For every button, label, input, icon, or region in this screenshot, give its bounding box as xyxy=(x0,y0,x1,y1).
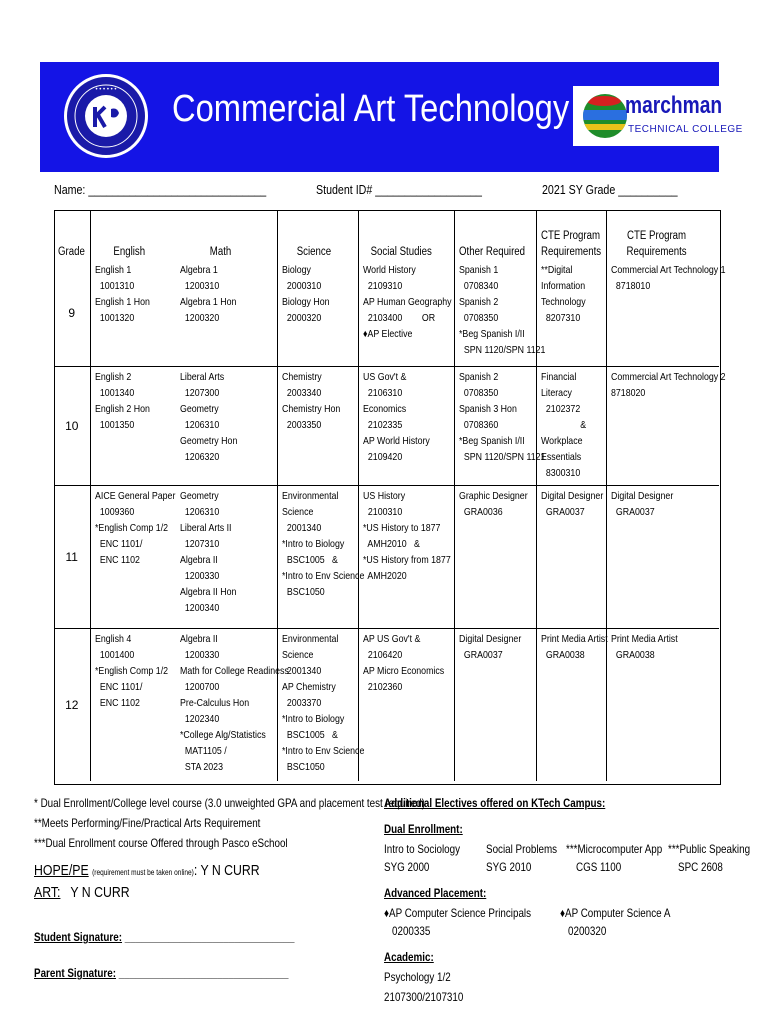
grade-cell xyxy=(54,367,90,486)
social-studies-cell xyxy=(358,367,454,486)
course-line: BSC1005 & xyxy=(281,554,338,566)
dual-course-name: Social Problems xyxy=(486,842,558,856)
hope-pe-label: HOPE/PE xyxy=(34,862,89,879)
math-cell xyxy=(176,486,277,629)
science-cell xyxy=(277,367,358,486)
grade-cell xyxy=(54,629,90,782)
course-line: 1200330 xyxy=(180,649,220,661)
course-line: Information xyxy=(540,280,585,292)
grade-label: 9 xyxy=(68,306,76,320)
academic-title: Academic: xyxy=(384,950,434,964)
electives-title: Additional Electives offered on KTech Campus: xyxy=(384,796,606,810)
course-line: English 2 Hon xyxy=(94,403,150,415)
ap-course-name: ♦AP Computer Science Principals xyxy=(384,906,532,920)
course-line: AP Chemistry xyxy=(281,681,336,693)
course-line: Algebra II Hon xyxy=(180,586,237,598)
hope-pe-row xyxy=(34,862,260,879)
course-line: Science xyxy=(281,506,313,518)
course-line: 1001340 xyxy=(94,387,134,399)
course-line: ENC 1102 xyxy=(94,554,140,566)
course-line: Print Media Artist xyxy=(540,633,608,645)
course-line: GRA0036 xyxy=(458,506,503,518)
sy-grade-blank: __________ xyxy=(618,182,678,197)
course-line: Commercial Art Technology 1 xyxy=(610,264,726,276)
course-line: 0708350 xyxy=(458,312,498,324)
course-line: Chemistry Hon xyxy=(281,403,340,415)
logo-subtitle: TECHNICAL COLLEGE xyxy=(628,124,743,135)
seal-graphic xyxy=(67,77,145,155)
course-line: 2000310 xyxy=(281,280,321,292)
table-header-row xyxy=(54,210,719,260)
course-line: Pre-Calculus Hon xyxy=(180,697,250,709)
course-line: MAT1105 / xyxy=(180,745,227,757)
science-cell xyxy=(277,629,364,782)
english-cell xyxy=(90,260,176,367)
academic-item-code: 2107300/2107310 xyxy=(384,990,464,1004)
course-line: Workplace xyxy=(540,435,583,447)
math-cell xyxy=(176,629,289,782)
english-cell xyxy=(90,629,176,782)
course-line: ENC 1101/ xyxy=(94,681,142,693)
course-line: 1207310 xyxy=(180,538,220,550)
course-line: English 1 Hon xyxy=(94,296,150,308)
name-label: Name: xyxy=(54,182,86,197)
course-line: AMH2010 & xyxy=(362,538,420,550)
course-line: Commercial Art Technology 2 xyxy=(610,371,726,383)
course-line: Print Media Artist xyxy=(610,633,678,645)
course-line: US History xyxy=(362,490,405,502)
course-line: ENC 1102 xyxy=(94,697,140,709)
course-line: 8718020 xyxy=(610,387,645,399)
grade-label: 12 xyxy=(65,698,79,712)
course-line: 2001340 xyxy=(281,522,321,534)
course-line: 1001320 xyxy=(94,312,134,324)
table-row xyxy=(54,367,719,486)
course-line: 1200310 xyxy=(180,280,220,292)
course-line: 1207300 xyxy=(180,387,220,399)
english-cell xyxy=(90,367,176,486)
course-line: *US History from 1877 xyxy=(362,554,451,566)
course-line: 2102372 xyxy=(540,403,580,415)
logo-name: marchman xyxy=(625,92,723,119)
course-line: BSC1050 xyxy=(281,761,325,773)
course-line: 1206310 xyxy=(180,419,220,431)
course-line: *College Alg/Statistics xyxy=(180,729,266,741)
course-line: 2102360 xyxy=(362,681,402,693)
math-cell xyxy=(176,260,277,367)
course-line: Biology xyxy=(281,264,311,276)
grade-label: 11 xyxy=(65,550,78,564)
dual-enrollment-title: Dual Enrollment: xyxy=(384,822,463,836)
school-seal-logo xyxy=(64,74,148,158)
course-line: 2003350 xyxy=(281,419,321,431)
course-line: GRA0037 xyxy=(458,649,503,661)
english-cell xyxy=(90,486,176,629)
course-line: *English Comp 1/2 xyxy=(94,665,168,677)
art-row xyxy=(34,884,130,901)
header-cte-1: CTE Program Requirements xyxy=(536,210,606,260)
page-title: Commercial Art Technology xyxy=(172,88,570,130)
social-studies-cell xyxy=(358,486,454,629)
course-line: 0708340 xyxy=(458,280,498,292)
header-english: English xyxy=(90,210,176,260)
ap-course-code: 0200320 xyxy=(568,924,607,938)
dual-course-code: CGS 1100 xyxy=(576,860,622,874)
note-meets-arts: **Meets Performing/Fine/Practical Arts Requirement xyxy=(34,816,261,830)
name-field[interactable] xyxy=(54,182,266,197)
course-line: Spanish 3 Hon xyxy=(458,403,517,415)
cte-2-cell xyxy=(606,260,726,367)
student-id-blank: __________________ xyxy=(375,182,482,197)
science-cell xyxy=(277,486,364,629)
course-line: 1001400 xyxy=(94,649,134,661)
course-line: Technology xyxy=(540,296,586,308)
dual-course-code: SYG 2000 xyxy=(384,860,430,874)
course-line: GRA0038 xyxy=(610,649,655,661)
course-table xyxy=(54,210,726,781)
course-line: 1001310 xyxy=(94,280,134,292)
course-line: 1200340 xyxy=(180,602,220,614)
course-line: ENC 1101/ xyxy=(94,538,142,550)
grade-cell xyxy=(54,486,90,629)
course-line: 2106310 xyxy=(362,387,402,399)
course-line: 2103400 OR xyxy=(362,312,435,324)
table-row xyxy=(54,629,719,782)
course-line: 1206310 xyxy=(180,506,220,518)
course-line: Math for College Readiness xyxy=(180,665,289,677)
course-line: 2003370 xyxy=(281,697,321,709)
cte-2-cell xyxy=(606,629,719,782)
course-line: AMH2020 xyxy=(362,570,407,582)
course-line: Digital Designer xyxy=(458,633,521,645)
science-cell xyxy=(277,260,358,367)
course-line: 2106420 xyxy=(362,649,402,661)
cte-1-cell xyxy=(536,486,606,629)
cte-1-cell xyxy=(536,367,606,486)
course-line: Geometry xyxy=(180,403,219,415)
parent-signature-label: Parent Signature: xyxy=(34,966,117,980)
academic-item-name: Psychology 1/2 xyxy=(384,970,451,984)
cte-2-cell xyxy=(606,486,719,629)
table-row xyxy=(54,486,719,629)
course-line: BSC1050 xyxy=(281,586,325,598)
course-line: Essentials xyxy=(540,451,581,463)
student-signature-field[interactable] xyxy=(34,930,294,944)
course-line: Digital Designer xyxy=(540,490,603,502)
course-line: AP Human Geography xyxy=(362,296,452,308)
course-line: 1206320 xyxy=(180,451,220,463)
course-line: Algebra 1 xyxy=(180,264,218,276)
cte-1-cell xyxy=(536,260,606,367)
course-line: *Beg Spanish I/II xyxy=(458,435,525,447)
header-science: Science xyxy=(277,210,358,260)
cte-1-cell xyxy=(536,629,606,782)
dual-course-code: SYG 2010 xyxy=(486,860,532,874)
course-line: GRA0038 xyxy=(540,649,585,661)
course-line: Digital Designer xyxy=(610,490,673,502)
course-line: Biology Hon xyxy=(281,296,330,308)
hope-pe-options[interactable]: : Y N CURR xyxy=(193,862,260,879)
course-line: *Intro to Biology xyxy=(281,713,344,725)
course-line: 2003340 xyxy=(281,387,321,399)
course-line: 2109310 xyxy=(362,280,402,292)
course-line: 1200700 xyxy=(180,681,220,693)
math-cell xyxy=(176,367,277,486)
course-line: 8207310 xyxy=(540,312,580,324)
course-line: 2001340 xyxy=(281,665,321,677)
course-line: 0708350 xyxy=(458,387,498,399)
sy-grade-field[interactable] xyxy=(542,182,678,197)
advanced-placement-title: Advanced Placement: xyxy=(384,886,487,900)
course-line: ♦AP Elective xyxy=(362,328,412,340)
course-line: US Gov't & xyxy=(362,371,406,383)
ap-course-name: ♦AP Computer Science A xyxy=(560,906,671,920)
marchman-logo xyxy=(573,86,743,146)
course-line: 0708360 xyxy=(458,419,498,431)
course-line: Geometry xyxy=(180,490,219,502)
grade-label: 10 xyxy=(65,419,79,433)
student-id-label: Student ID# xyxy=(316,182,373,197)
course-line: *Intro to Biology xyxy=(281,538,344,550)
course-line: *Intro to Env Science xyxy=(281,745,364,757)
course-line: 1009360 xyxy=(94,506,134,518)
course-line: *Beg Spanish I/II xyxy=(458,328,525,340)
course-line: Spanish 2 xyxy=(458,371,498,383)
course-line: 2000320 xyxy=(281,312,321,324)
student-signature-blank: _______________________________ xyxy=(124,930,295,944)
header-other-required: Other Required xyxy=(454,210,536,260)
course-line: BSC1005 & xyxy=(281,729,338,741)
course-line: Environmental xyxy=(281,490,338,502)
art-label: ART: xyxy=(34,884,61,901)
course-line: Algebra 1 Hon xyxy=(180,296,237,308)
header-social-studies: Social Studies xyxy=(358,210,454,260)
student-signature-label: Student Signature: xyxy=(34,930,123,944)
grade-cell xyxy=(54,260,90,367)
dual-course-name: ***Public Speaking xyxy=(668,842,751,856)
course-line: AICE General Paper xyxy=(94,490,175,502)
other-required-cell xyxy=(454,367,545,486)
course-line: 1200320 xyxy=(180,312,220,324)
course-line: *Intro to Env Science xyxy=(281,570,364,582)
course-line: Economics xyxy=(362,403,406,415)
course-line: 1001350 xyxy=(94,419,134,431)
course-line: 2109420 xyxy=(362,451,402,463)
dual-course-name: Intro to Sociology xyxy=(384,842,461,856)
course-line: English 1 xyxy=(94,264,131,276)
hope-pe-note: (requirement must be taken online) xyxy=(92,868,194,877)
other-required-cell xyxy=(454,486,536,629)
social-studies-cell xyxy=(358,260,454,367)
course-line: Financial xyxy=(540,371,576,383)
dual-course-name: ***Microcomputer App xyxy=(566,842,663,856)
art-options[interactable]: Y N CURR xyxy=(70,884,130,901)
course-line: Science xyxy=(281,649,313,661)
course-line: Liberal Arts II xyxy=(180,522,232,534)
header-grade: Grade xyxy=(58,246,85,258)
course-line: 8718010 xyxy=(610,280,650,292)
table-row xyxy=(54,260,719,367)
course-line: STA 2023 xyxy=(180,761,223,773)
course-line: 2102335 xyxy=(362,419,402,431)
course-line: *English Comp 1/2 xyxy=(94,522,168,534)
course-line: AP US Gov't & xyxy=(362,633,420,645)
header-cte-2: CTE Program Requirements xyxy=(606,210,719,260)
parent-signature-blank: _______________________________ xyxy=(118,966,289,980)
course-line: **Digital xyxy=(540,264,572,276)
name-blank: ______________________________ xyxy=(88,182,267,197)
course-line: & xyxy=(540,419,586,431)
course-line: AP Micro Economics xyxy=(362,665,444,677)
course-line: GRA0037 xyxy=(610,506,655,518)
course-line: Spanish 1 xyxy=(458,264,498,276)
note-pasco: ***Dual Enrollment course Offered through Pasco eSchool xyxy=(34,836,288,850)
course-line: AP World History xyxy=(362,435,430,447)
svg-text:• • • • • •: • • • • • • xyxy=(95,87,117,93)
course-line: Environmental xyxy=(281,633,338,645)
course-line: World History xyxy=(362,264,416,276)
course-line: *US History to 1877 xyxy=(362,522,440,534)
course-line: Literacy xyxy=(540,387,572,399)
ap-course-code: 0200335 xyxy=(392,924,431,938)
course-line: 1200330 xyxy=(180,570,220,582)
parent-signature-field[interactable] xyxy=(34,966,288,980)
course-line: SPN 1120/SPN 1121 xyxy=(458,451,545,463)
course-line: 8300310 xyxy=(540,467,580,479)
course-line: 2100310 xyxy=(362,506,402,518)
course-line: English 4 xyxy=(94,633,131,645)
globe-icon xyxy=(583,94,627,138)
course-line: English 2 xyxy=(94,371,131,383)
course-line: 1202340 xyxy=(180,713,220,725)
course-line: Geometry Hon xyxy=(180,435,238,447)
other-required-cell xyxy=(454,629,536,782)
course-line: Algebra II xyxy=(180,633,218,645)
header-math: Math xyxy=(209,246,232,258)
other-required-cell xyxy=(454,260,545,367)
course-line: Graphic Designer xyxy=(458,490,528,502)
course-line: SPN 1120/SPN 1121 xyxy=(458,344,545,356)
course-line: Liberal Arts xyxy=(180,371,225,383)
course-line: Chemistry xyxy=(281,371,322,383)
sy-grade-label: 2021 SY Grade xyxy=(542,182,616,197)
social-studies-cell xyxy=(358,629,454,782)
course-line: Spanish 2 xyxy=(458,296,498,308)
course-line: Algebra II xyxy=(180,554,218,566)
course-line: GRA0037 xyxy=(540,506,585,518)
student-id-field[interactable] xyxy=(316,182,482,197)
note-dual-enrollment: * Dual Enrollment/College level course (3.0 unweighted GPA and placement test required) xyxy=(34,796,425,810)
cte-2-cell xyxy=(606,367,726,486)
dual-course-code: SPC 2608 xyxy=(678,860,723,874)
